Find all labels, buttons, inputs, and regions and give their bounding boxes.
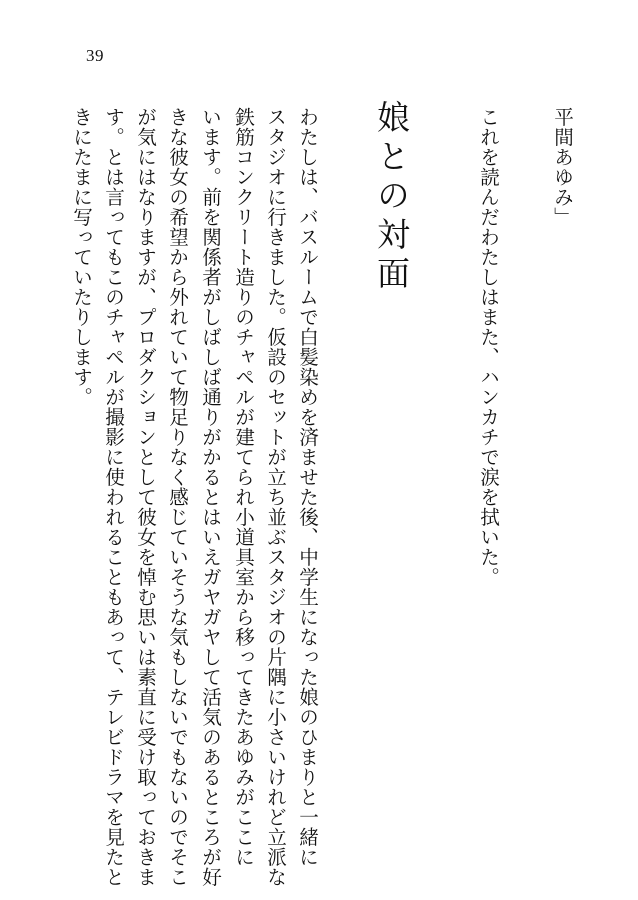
- prev-section-closing-line: これを読んだわたしはまた、ハンカチで涙を拭いた。: [476, 107, 500, 587]
- body-line: わたしは、バスルームで白髪染めを済ませた後、中学生になった娘のひまりと一緒に: [295, 107, 319, 867]
- body-line: 鉄筋コンクリート造りのチャペルが建てられ小道具室から移ってきたあゆみがここに: [231, 107, 255, 867]
- body-line: スタジオに行きました。仮設のセットが立ち並ぶスタジオの片隅に小さいけれど立派な: [263, 107, 287, 887]
- chapter-title: 娘との対面: [372, 100, 411, 295]
- body-line: います。前を関係者がしばしば通りがかるとはいえガヤガヤして活気のあるところが好: [198, 107, 222, 887]
- body-line: す。とは言ってもこのチャペルが撮影に使われることもあって、テレビドラマを見たと: [101, 107, 125, 887]
- page-number: 39: [86, 46, 104, 65]
- body-line: きな彼女の希望から外れていて物足りなく感じていそうな気もしないでもないのでそこ: [165, 107, 189, 887]
- body-line: きにたまに写っていたりします。: [69, 107, 93, 407]
- body-line: が気にはなりますが、プロダクションとして彼女を悼む思いは素直に受け取っておきま: [133, 107, 157, 887]
- prev-section-signature: 平間あゆみ」: [550, 107, 574, 227]
